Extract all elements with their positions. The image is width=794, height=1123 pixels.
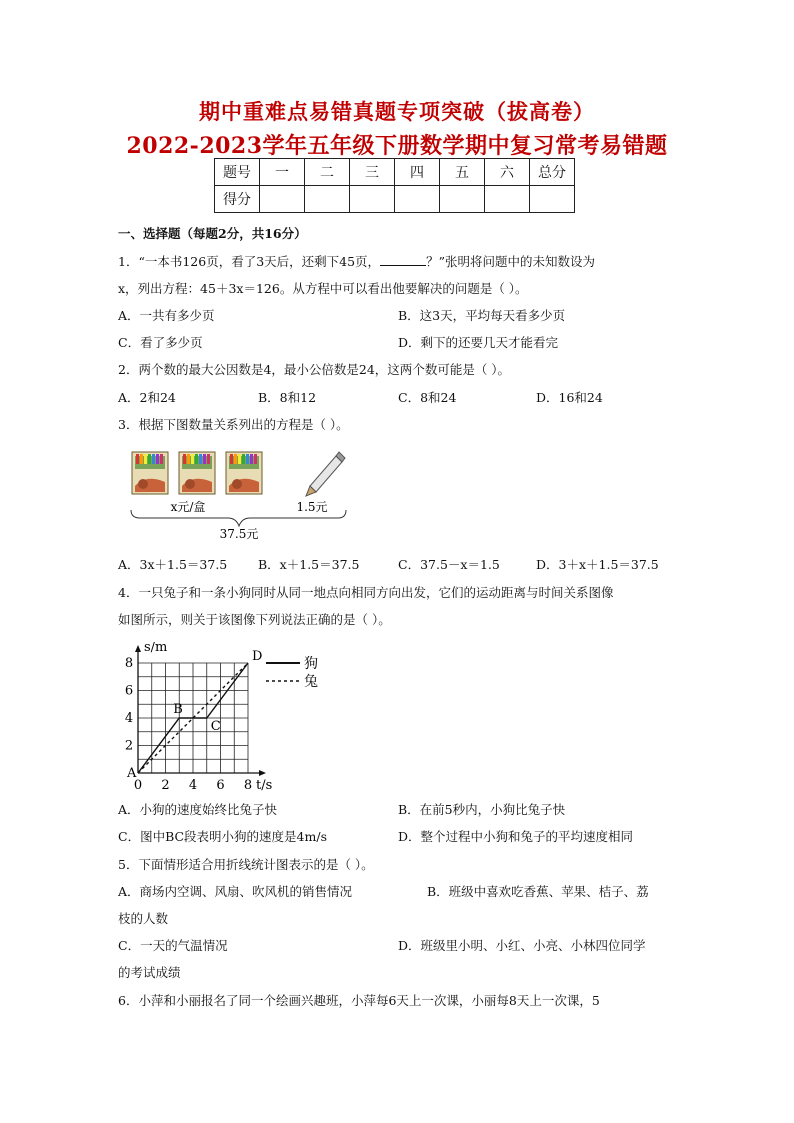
score-input-cell[interactable] <box>440 186 485 213</box>
x-tick-label: 4 <box>188 778 198 793</box>
x-tick-label: 2 <box>161 778 170 793</box>
question-1-text-b: ？”张明将问题中的未知数设为 <box>426 254 595 269</box>
point-label-d: D <box>252 649 263 664</box>
q1-option-b[interactable]: B．这3天，平均每天看多少页 <box>398 308 566 323</box>
distance-time-chart <box>114 642 344 794</box>
total-price-label: 37.5元 <box>219 527 259 541</box>
q5-option-d[interactable]: D．班级里小明、小红、小亮、小林四位同学 <box>398 938 646 953</box>
y-tick-label: 4 <box>124 711 134 726</box>
score-cell-q3: 三 <box>350 159 395 186</box>
answer-blank[interactable] <box>380 254 426 266</box>
score-table-header-row <box>215 159 575 186</box>
y-tick-label: 6 <box>124 683 134 699</box>
q3-option-d[interactable]: D．3＋x＋1.5＝37.5 <box>536 557 659 572</box>
question-4-line-1: 4．一只兔子和一条小狗同时从同一地点向相同方向出发，它们的运动距离与时间关系图像 <box>118 585 614 600</box>
q3-option-a[interactable]: A．3x＋1.5＝37.5 <box>118 557 228 572</box>
question-3-stem: 3．根据下图数量关系列出的方程是（ ）。 <box>118 417 349 432</box>
score-cell-total: 总分 <box>530 159 575 186</box>
q2-option-c[interactable]: C．8和24 <box>398 390 457 405</box>
score-table <box>214 158 575 213</box>
x-tick-label: 0 <box>133 778 143 793</box>
y-tick-label: 2 <box>124 738 134 754</box>
x-axis-arrow <box>259 770 266 776</box>
score-input-cell[interactable] <box>530 186 575 213</box>
score-cell-q2: 二 <box>305 159 350 186</box>
question-1-line-1 <box>118 254 595 270</box>
y-axis-arrow <box>135 645 141 652</box>
box-price-label: x元/盒 <box>170 500 206 514</box>
legend-label-rabbit: 兔 <box>304 674 318 690</box>
q5-option-a[interactable]: A．商场内空调、风扇、吹风机的销售情况 <box>118 884 353 899</box>
q2-option-d[interactable]: D．16和24 <box>536 390 603 405</box>
question-1-text-a: 1．“一本书126页，看了3天后，还剩下45页， <box>118 254 381 269</box>
q4-option-b[interactable]: B．在前5秒内，小狗比兔子快 <box>398 802 566 817</box>
q1-option-a[interactable]: A．一共有多少页 <box>118 308 215 323</box>
score-cell-q5: 五 <box>440 159 485 186</box>
point-label-c: C <box>210 719 221 734</box>
q1-option-c[interactable]: C．看了多少页 <box>118 335 203 350</box>
section-heading: 一、选择题（每题2分，共16分） <box>118 226 307 241</box>
y-tick-label: 8 <box>124 656 134 671</box>
score-input-cell[interactable] <box>305 186 350 213</box>
x-axis-label: t/s <box>256 778 273 793</box>
question-1-line-2: x，列出方程：45＋3x＝126。从方程中可以看出他要解决的问题是（ ）。 <box>118 281 528 296</box>
crayon-box-1 <box>132 452 168 494</box>
crayon-pencil-figure <box>126 448 356 546</box>
legend-label-dog: 狗 <box>304 656 318 672</box>
document-title: 期中重难点易错真题专项突破（拔高卷） <box>199 99 595 124</box>
q2-option-b[interactable]: B．8和12 <box>258 390 317 405</box>
y-axis-label: s/m <box>144 642 168 655</box>
pencil-price-label: 1.5元 <box>296 500 328 514</box>
score-cell-q6: 六 <box>485 159 530 186</box>
q5-option-b[interactable]: B．班级中喜欢吃香蕉、苹果、桔子、荔 <box>427 884 649 899</box>
score-input-cell[interactable] <box>395 186 440 213</box>
q1-option-d[interactable]: D．剩下的还要几天才能看完 <box>398 335 559 350</box>
crayon-box-2 <box>179 452 215 494</box>
chart-labels <box>125 642 318 793</box>
x-tick-label: 6 <box>216 778 225 793</box>
q5-option-b-cont: 枝的人数 <box>118 911 169 926</box>
question-5-stem: 5．下面情形适合用折线统计图表示的是（ ）。 <box>118 857 374 872</box>
question-4-line-2: 如图所示，则关于该图像下列说法正确的是（ ）。 <box>118 612 391 627</box>
score-cell-q4: 四 <box>395 159 440 186</box>
q3-option-b[interactable]: B．x＋1.5＝37.5 <box>258 557 360 572</box>
point-label-b: B <box>173 702 183 717</box>
q3-option-c[interactable]: C．37.5－x＝1.5 <box>398 557 500 572</box>
q2-option-a[interactable]: A．2和24 <box>118 390 176 405</box>
point-label-a: A <box>127 766 137 781</box>
q5-option-c[interactable]: C．一天的气温情况 <box>118 938 228 953</box>
score-row-label: 得分 <box>215 186 260 213</box>
score-cell-label: 题号 <box>215 159 260 186</box>
q4-option-d[interactable]: D．整个过程中小狗和兔子的平均速度相同 <box>398 829 634 844</box>
q4-option-a[interactable]: A．小狗的速度始终比兔子快 <box>118 802 278 817</box>
score-input-cell[interactable] <box>260 186 305 213</box>
q4-option-c[interactable]: C．图中BC段表明小狗的速度是4m/s <box>118 829 327 844</box>
document-subtitle: 2022-2023学年五年级下册数学期中复习常考易错题 <box>126 133 668 159</box>
crayon-box-3 <box>226 452 262 494</box>
x-tick-label: 8 <box>243 778 253 793</box>
score-table-score-row <box>215 186 575 213</box>
question-6-line-1: 6．小萍和小丽报名了同一个绘画兴趣班，小萍每6天上一次课，小丽每8天上一次课，5 <box>118 993 600 1008</box>
score-input-cell[interactable] <box>350 186 395 213</box>
score-cell-q1: 一 <box>260 159 305 186</box>
q5-option-d-cont: 的考试成绩 <box>118 965 181 980</box>
question-2-stem: 2．两个数的最大公因数是4，最小公倍数是24，这两个数可能是（ ）。 <box>118 362 511 377</box>
score-input-cell[interactable] <box>485 186 530 213</box>
pencil-icon <box>306 452 345 496</box>
